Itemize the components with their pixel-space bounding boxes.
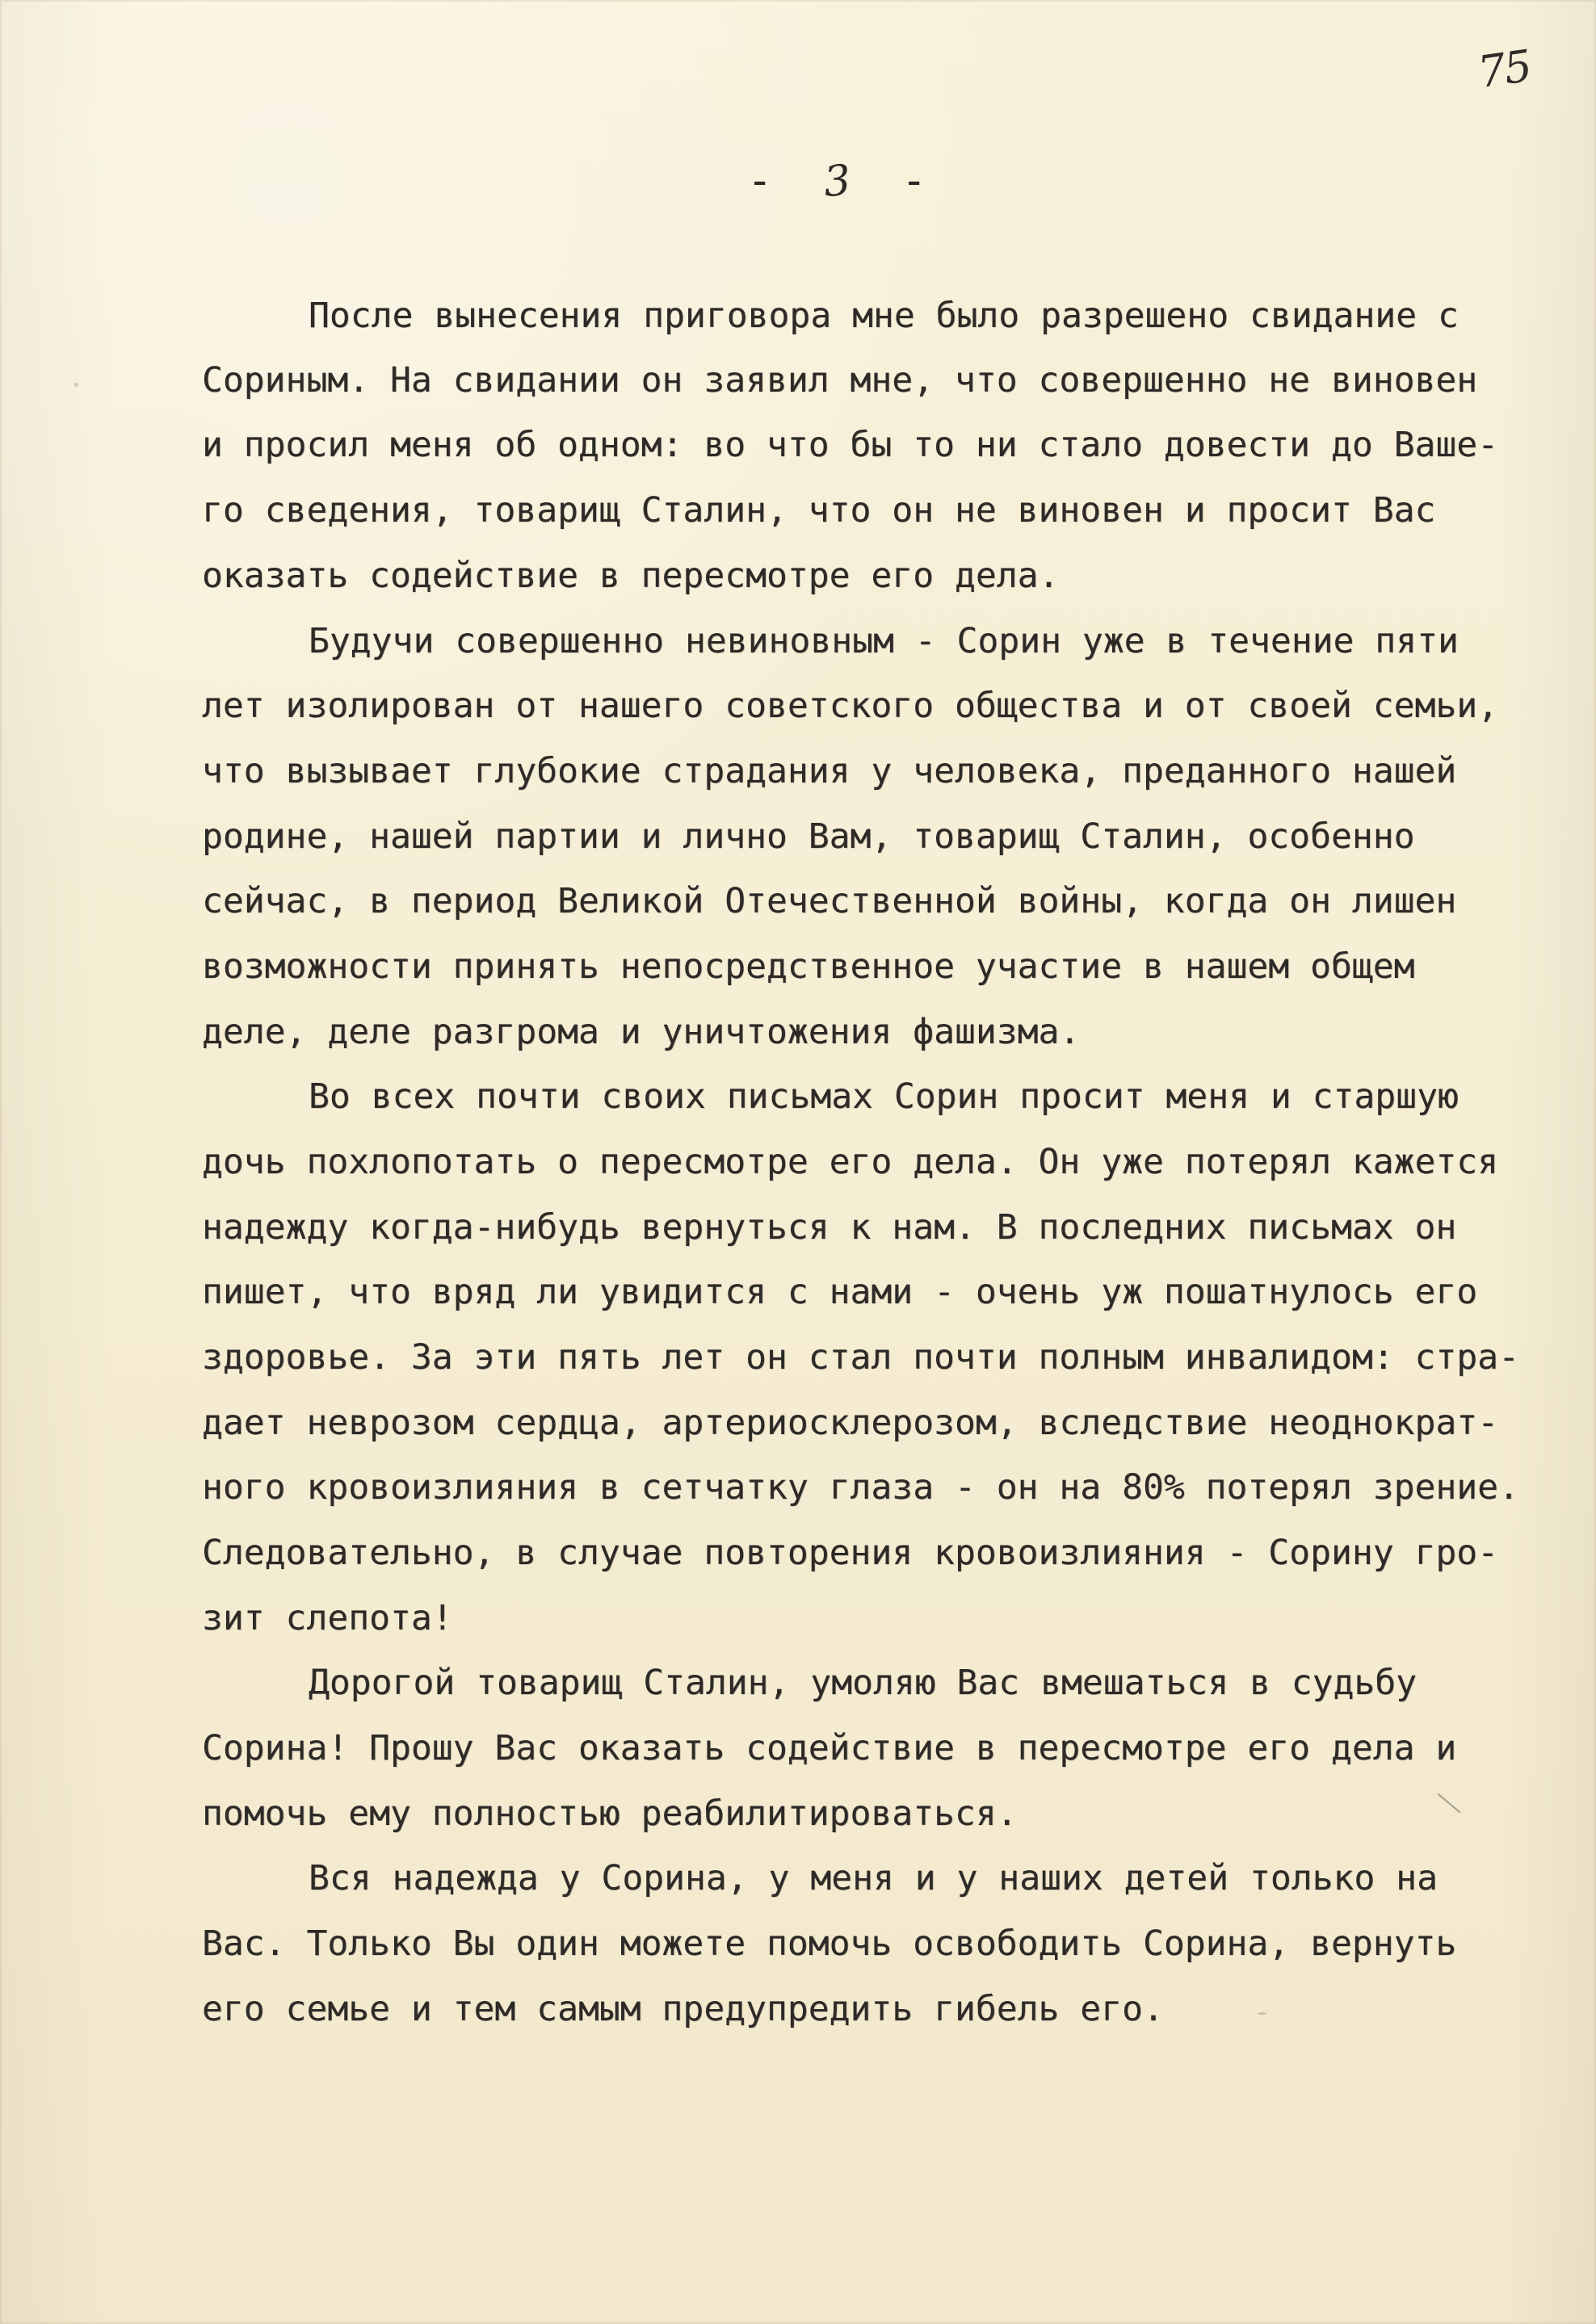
letter-line: Следовательно, в случае повторения кровоизлияния - Сорину гро- bbox=[202, 1533, 1499, 1573]
letter-line: его семье и тем самым предупредить гибель его. bbox=[202, 1989, 1164, 2029]
letter-line: помочь ему полностью реабилитироваться. bbox=[202, 1793, 1018, 1834]
letter-line: После вынесения приговора мне было разрешено свидание с bbox=[309, 296, 1459, 336]
letter-line: Вся надежда у Сорина, у меня и у наших детей только на bbox=[309, 1858, 1438, 1898]
paper-speck bbox=[74, 383, 78, 387]
letter-line: возможности принять непосредственное участие в нашем общем bbox=[202, 946, 1415, 987]
page-number-digit: 3 bbox=[821, 154, 866, 208]
letter-line: что вызывает глубокие страдания у человека, преданного нашей bbox=[202, 751, 1457, 791]
page-number-right-dash: - bbox=[901, 157, 940, 205]
paper-speck bbox=[1258, 2012, 1266, 2015]
letter-line: оказать содействие в пересмотре его дела. bbox=[202, 556, 1060, 596]
letter-line: здоровье. За эти пять лет он стал почти полным инвалидом: стра- bbox=[202, 1337, 1519, 1378]
letter-line: дочь похлопотать о пересмотре его дела. Он уже потерял кажется bbox=[202, 1142, 1499, 1182]
letter-line: дает неврозом сердца, артериосклерозом, вследствие неоднократ- bbox=[202, 1403, 1499, 1443]
handwritten-archive-number: 75 bbox=[1474, 40, 1534, 99]
typed-page-number bbox=[747, 154, 940, 208]
letter-line: го сведения, товарищ Сталин, что он не виновен и просит Вас bbox=[202, 490, 1436, 531]
letter-line: зит слепота! bbox=[202, 1598, 453, 1638]
paper-scratch bbox=[1438, 1793, 1461, 1814]
letter-line: Во всех почти своих письмах Сорин просит меня и старшую bbox=[309, 1076, 1459, 1117]
letter-line: Сорина! Прошу Вас оказать содействие в пересмотре его дела и bbox=[202, 1728, 1457, 1768]
page-number-left-dash: - bbox=[747, 157, 786, 205]
letter-line: сейчас, в период Великой Отечественной войны, когда он лишен bbox=[202, 881, 1457, 921]
letter-line: пишет, что вряд ли увидится с нами - очень уж пошатнулось его bbox=[202, 1272, 1478, 1312]
letter-line: Будучи совершенно невиновным - Сорин уже в течение пяти bbox=[309, 621, 1459, 661]
letter-line: ного кровоизлияния в сетчатку глаза - он на 80% потерял зрение. bbox=[202, 1467, 1519, 1508]
letter-line: деле, деле разгрома и уничтожения фашизма. bbox=[202, 1012, 1081, 1052]
letter-line: Вас. Только Вы один можете помочь освободить Сорина, вернуть bbox=[202, 1923, 1457, 1964]
letter-line: Дорогой товарищ Сталин, умоляю Вас вмешаться в судьбу bbox=[309, 1663, 1418, 1703]
letter-line: Сориным. На свидании он заявил мне, что совершенно не виновен bbox=[202, 360, 1478, 401]
letter-line: и просил меня об одном: во что бы то ни стало довести до Ваше- bbox=[202, 425, 1499, 465]
letter-line: лет изолирован от нашего советского общества и от своей семьи, bbox=[202, 686, 1499, 726]
letter-line: надежду когда-нибудь вернуться к нам. В последних письмах он bbox=[202, 1207, 1457, 1248]
letter-line: родине, нашей партии и лично Вам, товарищ Сталин, особенно bbox=[202, 816, 1415, 857]
